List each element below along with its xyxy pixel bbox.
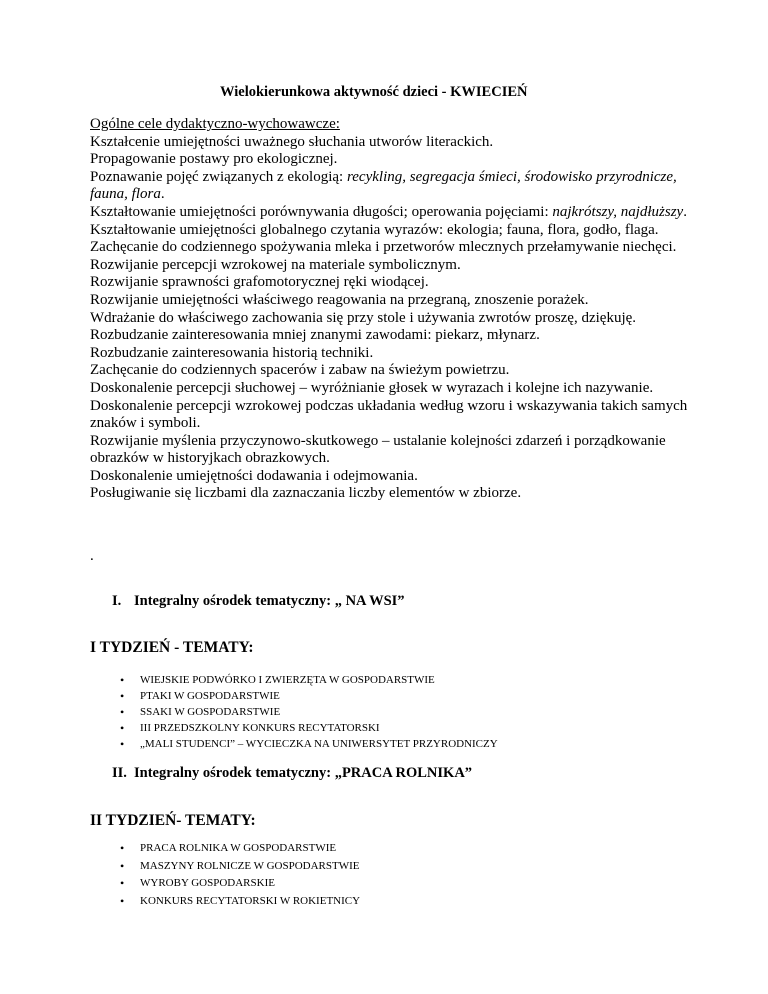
goal-item [90,274,690,292]
goal-item [90,398,690,433]
section-heading-2 [112,765,472,782]
goal-item [90,433,690,468]
topic-label: KONKURS RECYTATORSKI W ROKIETNICY [140,894,361,907]
goal-text: Wdrażanie do właściwego zachowania się przy stole i używania zwrotów proszę, dziękuję. [90,309,637,326]
goal-text: Doskonalenie umiejętności dodawania i odejmowania. [90,467,418,484]
section-heading-1 [112,593,405,610]
document-title: Wielokierunkowa aktywność dzieci - KWIECIEŃ [220,84,528,100]
topic-label: SSAKI W GOSPODARSTWIE [140,706,281,718]
section-label: Integralny ośrodek tematyczny: „ NA WSI” [134,593,405,609]
goal-text: Zachęcanie do codziennych spacerów i zabaw na świeżym powietrzu. [90,362,510,379]
topic-item [120,688,498,704]
topic-label: PTAKI W GOSPODARSTWIE [140,690,280,702]
topic-label: PRACA ROLNIKA W GOSPODARSTWIE [140,842,337,854]
stray-dot: . [90,548,94,564]
topic-item [120,672,498,688]
goal-text: . [683,203,687,220]
topic-label: III PRZEDSZKOLNY KONKURS RECYTATORSKI [140,722,380,734]
topic-item [120,893,360,911]
bullet-icon: • [120,689,125,703]
goal-text: Rozwijanie percepcji wzrokowej na materiale symbolicznym. [90,256,461,273]
week-2-topic-list [120,840,360,910]
goal-item [90,362,690,380]
goals-list [90,134,690,503]
goal-text: Poznawanie pojęć związanych z ekologią: [90,168,347,185]
goal-item [90,345,690,363]
section-number: II. [112,765,127,781]
bullet-icon: • [120,876,125,890]
goal-text: Rozwijanie umiejętności właściwego reagowania na przegraną, znoszenie porażek. [90,291,589,308]
bullet-icon: • [120,858,125,873]
goal-item [90,257,690,275]
bullet-icon: • [120,737,125,751]
goal-text: Propagowanie postawy pro ekologicznej. [90,151,338,168]
goal-item [90,292,690,310]
section-number: I. [112,593,122,609]
goal-text: Zachęcanie do codziennego spożywania mleka i przetworów mlecznych przełamywanie niechęci. [90,239,677,256]
goal-text: Posługiwanie się liczbami dla zaznaczania liczby elementów w zbiorze. [90,485,522,502]
bullet-icon: • [120,673,125,687]
goal-term-italic: najkrótszy, najdłuższy [552,203,684,220]
bullet-icon: • [120,841,125,855]
goal-text: Doskonalenie percepcji słuchowej – wyróżnianie głosek w wyrazach i kolejne ich nazywanie. [90,379,654,396]
section-label: Integralny ośrodek tematyczny: „PRACA ROLNIKA” [134,765,473,781]
topic-item [120,840,360,858]
goal-text: Doskonalenie percepcji wzrokowej podczas układania według wzoru i wskazywania takich samych znaków i symboli. [90,397,688,432]
week-heading-1: I TYDZIEŃ - TEMATY: [90,639,254,656]
goals-section [90,116,690,503]
goal-item [90,485,690,503]
goal-text: Rozwijanie sprawności grafomotorycznej ręki wiodącej. [90,274,429,291]
bullet-icon: • [120,721,125,735]
goal-item [90,239,690,257]
bullet-icon: • [120,893,125,908]
topic-label: WIEJSKIE PODWÓRKO I ZWIERZĘTA W GOSPODARSTWIE [140,674,435,686]
goal-text: Kształtowanie umiejętności globalnego czytania wyrazów: ekologia; fauna, flora, godło, flaga. [90,221,659,238]
goal-item [90,134,690,152]
goal-item [90,327,690,345]
goal-text: . [160,186,165,203]
topic-label: „MALI STUDENCI” – WYCIECZKA NA UNIWERSYTET PRZYRODNICZY [140,738,498,750]
topic-item [120,875,360,893]
topic-label: MASZYNY ROLNICZE W GOSPODARSTWIE [140,859,360,872]
goal-item [90,380,690,398]
goal-item [90,204,690,222]
topic-item [120,720,498,736]
goal-text: Rozwijanie myślenia przyczynowo-skutkowego – ustalanie kolejności zdarzeń i porządkowanie obrazków w historyjkach obrazkowych. [90,432,666,467]
goal-item [90,468,690,486]
goal-item [90,222,690,240]
goal-item [90,169,690,204]
goal-item [90,310,690,328]
topic-item [120,858,360,876]
goal-text: Kształcenie umiejętności uważnego słuchania utworów literackich. [90,133,494,150]
goal-text: Rozbudzanie zainteresowania mniej znanymi zawodami: piekarz, młynarz. [90,327,540,344]
goal-text: Rozbudzanie zainteresowania historią techniki. [90,344,374,361]
bullet-icon: • [120,705,125,719]
topic-label: WYROBY GOSPODARSKIE [140,877,275,889]
goals-heading: Ogólne cele dydaktyczno-wychowawcze: [90,116,340,132]
topic-item [120,704,498,720]
goal-term-italic: recykling, segregacja śmieci, środowisko przyrodnicze, fauna, flora [90,168,677,203]
goal-text: Kształtowanie umiejętności porównywania długości; operowania pojęciami: [90,203,553,220]
goal-item [90,151,690,169]
week-heading-2: II TYDZIEŃ- TEMATY: [90,812,256,829]
topic-item [120,736,498,752]
week-1-topic-list [120,672,498,752]
